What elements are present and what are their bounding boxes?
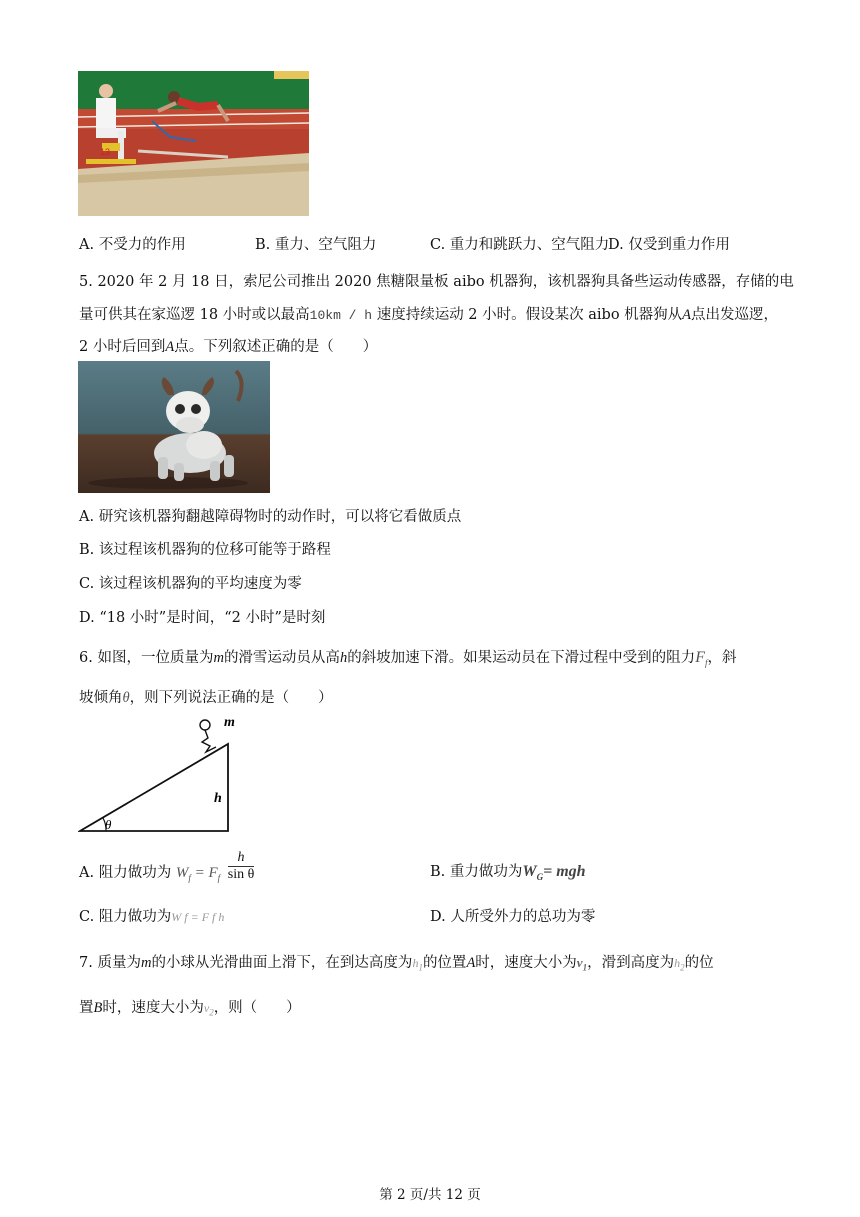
q4-option-c: C. 重力和跳跃力、空气阻力 — [430, 237, 610, 253]
long-jump-illustration — [78, 71, 309, 216]
q5-line-3-b: 点。下列叙述正确的是（ ） — [174, 339, 378, 355]
q7-line-1-f: 的位 — [684, 955, 714, 971]
q7-line-1-d: 时，速度大小为 — [475, 955, 577, 971]
q6-line-1-a: 6. 如图，一位质量为 — [79, 650, 214, 666]
q7-v2: v — [203, 1001, 210, 1015]
q5-option-c: C. 该过程该机器狗的平均速度为零 — [79, 576, 302, 592]
q5-option-b: B. 该过程该机器狗的位移可能等于路程 — [79, 542, 331, 558]
q7-h1-symbol — [412, 956, 423, 973]
q6-option-a — [79, 850, 254, 890]
q5-point-a-2: A — [165, 339, 175, 355]
diagram-mass-label: m — [224, 715, 235, 730]
q6-line-2-b: ，则下列说法正确的是（ ） — [129, 690, 333, 706]
q6-b-w: W — [522, 863, 537, 880]
q6-option-c — [79, 905, 224, 926]
q5-line-3 — [79, 335, 377, 356]
diagram-angle-label: θ — [105, 817, 112, 832]
q5-option-a: A. 研究该机器狗翻越障碍物时的动作时，可以将它看做质点 — [79, 509, 462, 525]
q6-a-w-sub: f — [188, 873, 191, 883]
q7-h1-sub: 1 — [418, 962, 423, 973]
q5-line-2-b: 速度持续运动 2 小时。假设某次 aibo 机器狗从 — [376, 307, 683, 323]
q5-line-2-a: 量可供其在家巡逻 18 小时或以最高 — [79, 307, 310, 323]
q6-line-1-d: ，斜 — [707, 650, 737, 666]
q6-b-sub: G — [536, 872, 544, 883]
q6-a-w: W — [175, 865, 189, 881]
q7-line-2-c: ，则（ ） — [213, 1000, 301, 1016]
q5-line-2-c: 点出发巡逻， — [691, 307, 779, 323]
q6-option-b-formula — [522, 863, 586, 883]
q6-height-symbol: h — [339, 650, 348, 666]
incline-triangle — [80, 744, 228, 831]
incline-diagram — [78, 714, 238, 836]
q7-line-2 — [79, 996, 301, 1017]
q7-h1: h — [412, 956, 419, 970]
q7-point-a: A — [466, 955, 476, 971]
q6-line-2-a: 坡倾角 — [79, 690, 123, 706]
q5-option-d: D. “18 小时”是时间，“2 小时”是时刻 — [79, 610, 326, 626]
q6-line-1 — [79, 646, 736, 668]
q6-fraction-den: sin θ — [227, 867, 255, 882]
q6-fraction-num: h — [228, 850, 255, 867]
q6-line-2 — [79, 686, 333, 707]
q7-line-1-e: ，滑到高度为 — [587, 955, 675, 971]
q6-option-b — [430, 860, 586, 882]
robot-dog-photo — [78, 361, 270, 493]
svg-text:13: 13 — [100, 147, 111, 157]
q6-option-a-fraction — [228, 850, 255, 883]
skier-head — [200, 720, 210, 730]
q7-line-1 — [79, 951, 714, 973]
q7-h2: h — [674, 956, 681, 970]
long-jump-photo — [78, 71, 309, 216]
q5-speed-formula: 10km / h — [309, 308, 373, 323]
q6-friction-f: F — [695, 649, 705, 666]
q7-line-2-b: 时，速度大小为 — [102, 1000, 204, 1016]
q7-h2-symbol — [674, 956, 685, 973]
q5-point-a: A — [682, 307, 692, 323]
q6-option-d: D. 人所受外力的总功为零 — [430, 909, 596, 925]
q5-line-2 — [79, 303, 778, 324]
q6-option-a-lhs — [176, 865, 220, 881]
q5-line-1: 5. 2020 年 2 月 18 日，索尼公司推出 2020 焦糖限量板 aibo 机器狗，该机器狗具备些运动传感器，存储的电 — [79, 274, 794, 290]
q6-b-rhs: = mgh — [543, 863, 586, 880]
page-footer: 第 2 页/共 12 页 — [379, 1187, 481, 1203]
q6-option-a-label: A. 阻力做功为 — [79, 865, 172, 881]
q7-v2-sub: 2 — [209, 1007, 214, 1018]
q7-line-1-c: 的位置 — [422, 955, 467, 971]
q6-mass-symbol: m — [213, 650, 224, 666]
skier-body — [202, 730, 216, 752]
q7-h2-sub: 2 — [680, 962, 685, 973]
q6-line-1-c: 的斜坡加速下滑。如果运动员在下滑过程中受到的阻力 — [347, 650, 696, 666]
q7-line-1-b: 的小球从光滑曲面上滑下，在到达高度为 — [151, 955, 413, 971]
q7-line-1-a: 7. 质量为 — [79, 955, 141, 971]
q6-a-eq: = F — [194, 865, 218, 881]
q6-friction-symbol — [695, 649, 708, 669]
q7-v1: v — [576, 955, 583, 970]
q6-a-f-sub: f — [217, 873, 221, 883]
q5-line-3-a: 2 小时后回到 — [79, 339, 166, 355]
q6-option-b-label: B. 重力做功为 — [430, 864, 523, 880]
q6-theta-symbol: θ — [122, 690, 130, 706]
q7-v1-sub: 1 — [582, 962, 588, 973]
diagram-height-label: h — [214, 791, 222, 806]
q6-line-1-b: 的滑雪运动员从高 — [223, 650, 340, 666]
q7-point-b: B — [93, 1000, 103, 1016]
q7-v1-symbol — [576, 955, 588, 973]
q6-option-c-formula: W f = F f h — [171, 910, 225, 924]
q4-option-b: B. 重力、空气阻力 — [255, 237, 377, 253]
q7-line-2-a: 置 — [79, 1000, 94, 1016]
q6-option-c-label: C. 阻力做功为 — [79, 909, 172, 925]
robot-dog-illustration — [78, 361, 270, 493]
q4-option-a: A. 不受力的作用 — [79, 237, 186, 253]
q7-v2-symbol — [203, 1001, 214, 1018]
q7-mass-symbol: m — [140, 955, 152, 971]
q6-friction-sub: f — [704, 658, 708, 669]
q4-option-d: D. 仅受到重力作用 — [608, 237, 730, 253]
